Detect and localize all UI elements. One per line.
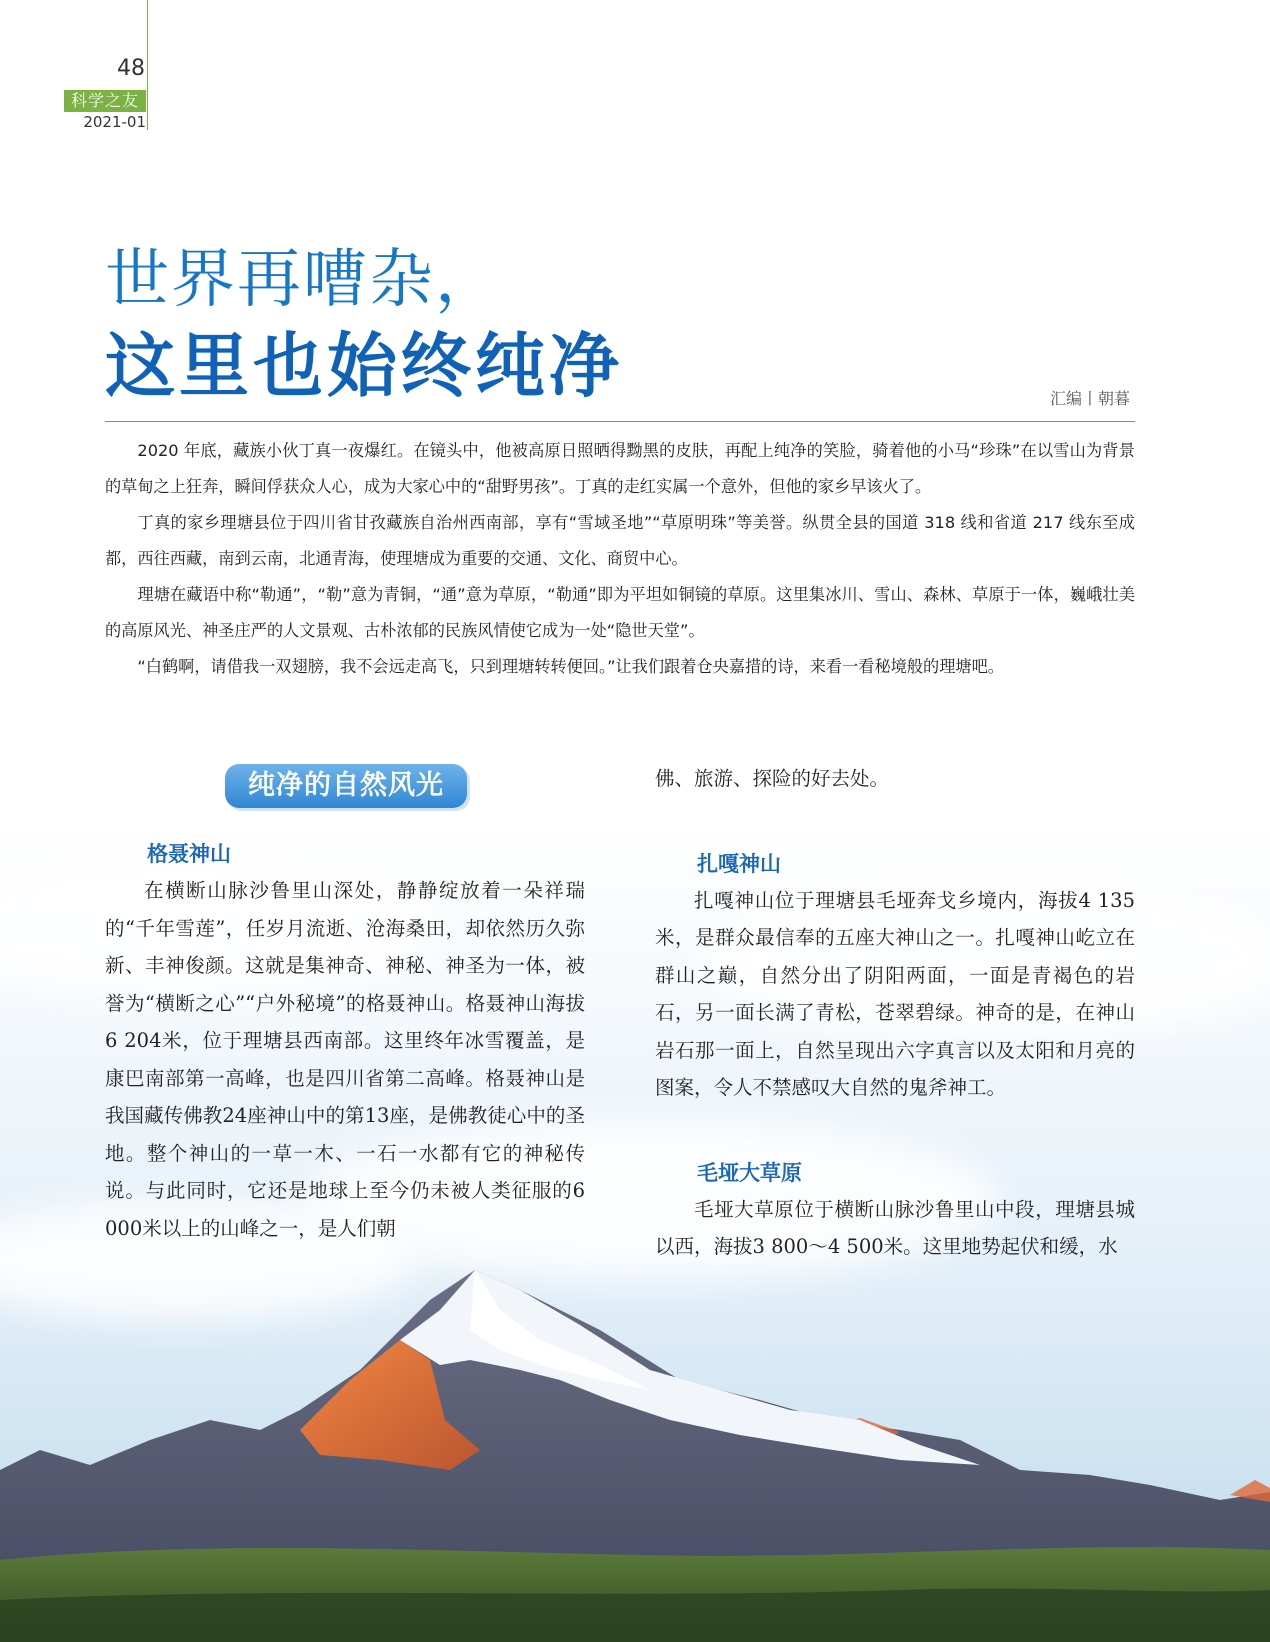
title-rule (105, 421, 1135, 422)
issue-date: 2021-01 (83, 113, 146, 131)
magazine-name: 科学之友 (64, 90, 146, 112)
intro-paragraph: 2020 年底，藏族小伙丁真一夜爆红。在镜头中，他被高原日照晒得黝黑的皮肤，再配上纯净的笑脸，骑着他的小马“珍珠”在以雪山为背景的草甸之上狂奔，瞬间俘获众人心，成为大家心中的“甜野男孩”。丁真的走红实属一个意外，但他的家乡早该火了。 (105, 441, 1135, 496)
intro-paragraph: “白鹤啊，请借我一双翅膀，我不会远走高飞，只到理塘转转便回。”让我们跟着仓央嘉措的诗，来看一看秘境般的理塘吧。 (137, 657, 1004, 676)
intro-paragraph: 理塘在藏语中称“勒通”，“勒”意为青铜，“通”意为草原，“勒通”即为平坦如铜镜的草原。这里集冰川、雪山、森林、草原于一体，巍峨壮美的高原风光、神圣庄严的人文景观、古朴浓郁的民族风情使它成为一处“隐世天堂”。 (105, 585, 1135, 640)
left-column (105, 836, 585, 1247)
page-number: 48 (117, 56, 145, 81)
right-column (655, 760, 1135, 1266)
subheading-zhaga-mountain: 扎嘎神山 (697, 851, 781, 876)
body-paragraph: 在横断山脉沙鲁里山深处，静静绽放着一朵祥瑞的“千年雪莲”，任岁月流逝、沧海桑田，却依然历久弥新、丰神俊颜。这就是集神奇、神秘、神圣为一体，被誉为“横断之心”“户外秘境”的格聂神山。格聂神山海拔6 204米，位于理塘县西南部。这里终年冰雪覆盖，是康巴南部第一高峰，也是四川省第二高峰。格聂神山是我国藏传佛教24座神山中的第13座，是佛教徒心中的圣地。整个神山的一草一木、一石一水都有它的神秘传说。与此同时，它还是地球上至今仍未被人类征服的6 000米以上的山峰之一，是人们朝 (105, 879, 585, 1240)
intro-paragraph: 丁真的家乡理塘县位于四川省甘孜藏族自治州西南部，享有“雪域圣地”“草原明珠”等美誉。纵贯全县的国道 318 线和省道 217 线东至成都，西往西藏，南到云南，北通青海，使理塘成为重要的交通、文化、商贸中心。 (105, 513, 1135, 568)
byline: 汇编丨朝暮 (1049, 389, 1130, 408)
body-paragraph: 扎嘎神山位于理塘县毛垭奔戈乡境内，海拔4 135米，是群众最信奉的五座大神山之一。扎嘎神山屹立在群山之巅，自然分出了阴阳两面，一面是青褐色的岩石，另一面长满了青松，苍翠碧绿。神奇的是，在神山岩石那一面上，自然呈现出六字真言以及太阳和月亮的图案，令人不禁感叹大自然的鬼斧神工。 (655, 888, 1135, 1099)
subheading-maoya-grassland: 毛垭大草原 (697, 1160, 802, 1185)
section-badge: 纯净的自然风光 (225, 764, 467, 808)
title-line1: 世界再嘈杂， (105, 243, 501, 317)
intro (105, 433, 1135, 685)
continued-paragraph: 佛、旅游、探险的好去处。 (655, 767, 890, 790)
subheading-genie-mountain: 格聂神山 (147, 842, 231, 866)
snow-mountain-photo (0, 1270, 1270, 1642)
title-line2: 这里也始终纯净 (105, 325, 623, 407)
folio-divider (147, 0, 148, 130)
body-paragraph: 毛垭大草原位于横断山脉沙鲁里山中段，理塘县城以西，海拔3 800～4 500米。这里地势起伏和缓，水 (655, 1197, 1135, 1258)
